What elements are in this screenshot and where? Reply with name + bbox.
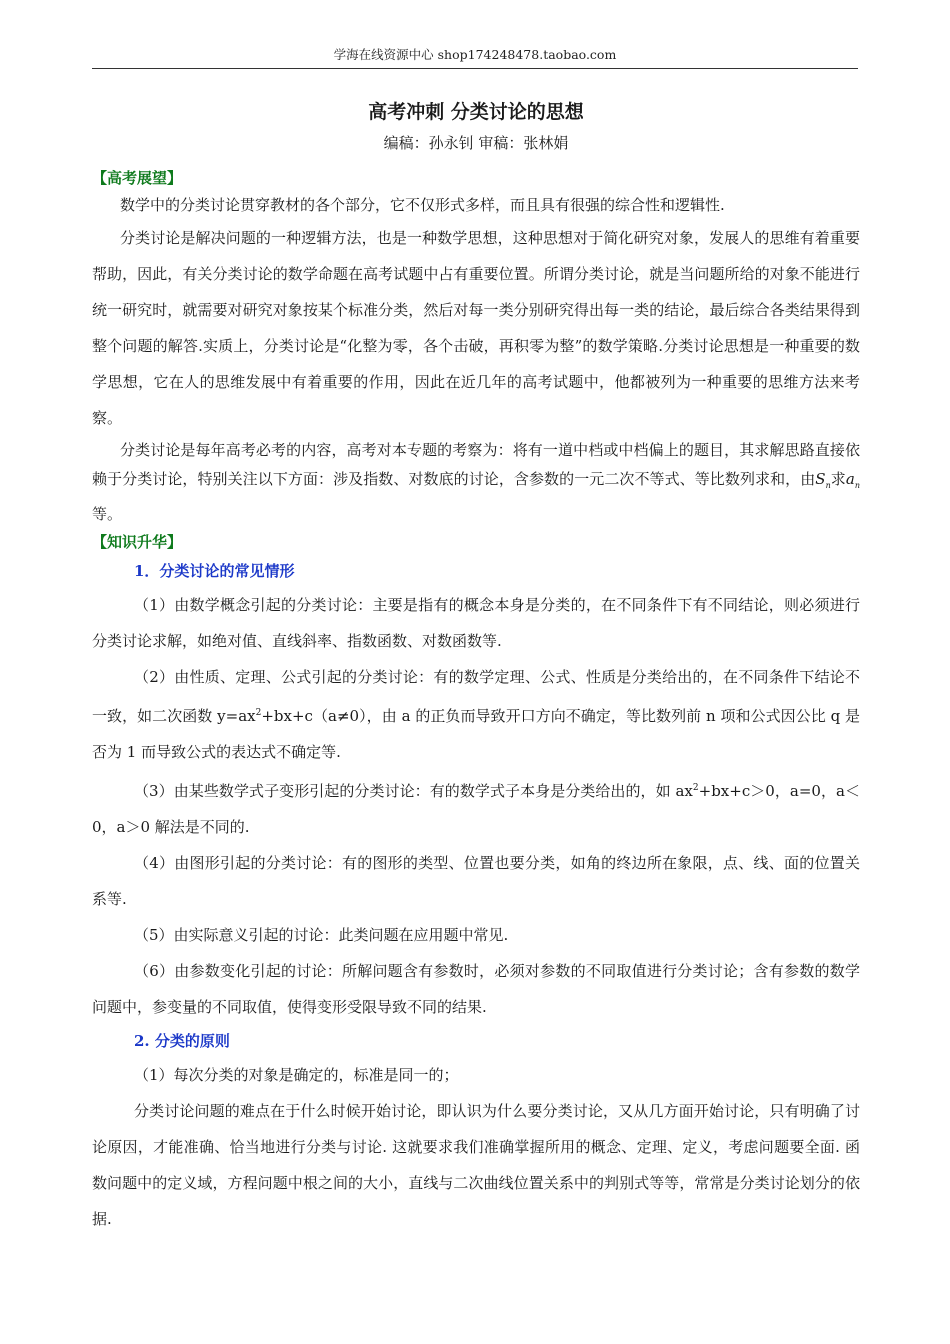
math-a-symbol: a (845, 470, 855, 488)
outlook-p3-end: 等。 (92, 505, 123, 523)
math-subscript-n: n (825, 481, 831, 490)
superscript-2: 2 (255, 708, 262, 718)
outlook-p3-text: 分类讨论是每年高考必考的内容，高考对本专题的考察为：将有一道中档或中档偏上的题目，其求解思路直接依赖于分类讨论，特别关注以下方面：涉及指数、对数底的讨论，含参数的一元二次不等式、等比数列求和，由 (92, 441, 860, 488)
page-header: 学海在线资源中心 shop174248478.taobao.com (333, 47, 617, 62)
case-item-2-text-a: （2）由性质、定理、公式引起的分类讨论：有的数学定理、公式、性质是分类给出的，在不同条件下结论不一致，如二次函数 y=ax (92, 668, 860, 725)
section-heading-knowledge: 【知识升华】 (92, 533, 183, 551)
math-s-symbol: S (815, 470, 826, 488)
document-body (92, 95, 860, 1237)
case-item-5: （5）由实际意义引起的讨论：此类问题在应用题中常见. (134, 926, 509, 944)
case-item-1: （1）由数学概念引起的分类讨论：主要是指有的概念本身是分类的，在不同条件下有不同结论，则必须进行分类讨论求解，如绝对值、直线斜率、指数函数、对数函数等. (92, 596, 860, 650)
outlook-paragraph-3 (92, 436, 860, 529)
subheading-common-cases: 1．分类讨论的常见情形 (134, 562, 295, 580)
superscript-2: 2 (692, 783, 699, 793)
section-heading-outlook: 【高考展望】 (92, 169, 183, 187)
doc-title: 高考冲刺 分类讨论的思想 (368, 101, 584, 123)
outlook-paragraph-2: 分类讨论是解决问题的一种逻辑方法，也是一种数学思想，这种思想对于简化研究对象，发展人的思维有着重要帮助，因此，有关分类讨论的数学命题在高考试题中占有重要位置。所谓分类讨论，就是当问题所给的对象不能进行统一研究时，就需要对研究对象按某个标准分类，然后对每一类分别研究得出每一类的结论，最后综合各类结果得到整个问题的解答.实质上，分类讨论是“化整为零，各个击破，再积零为整”的数学策略.分类讨论思想是一种重要的数学思想，它在人的思维发展中有着重要的作用，因此在近几年的高考试题中，他都被列为一种重要的思维方法来考察。 (92, 229, 860, 427)
case-item-2 (92, 659, 860, 770)
subheading-principles: 2. 分类的原则 (134, 1032, 230, 1050)
case-item-3-text-a: （3）由某些数学式子变形引起的分类讨论：有的数学式子本身是分类给出的，如 ax (134, 782, 693, 800)
case-item-3-text-b: +bx+c＞0，a=0，a＜0，a＞0 解法是不同的. (92, 782, 861, 836)
principle-paragraph: 分类讨论问题的难点在于什么时候开始讨论，即认识为什么要分类讨论，又从几方面开始讨论，只有明确了讨论原因，才能准确、恰当地进行分类与讨论. 这就要求我们准确掌握所用的概念、定理、定义，考虑问题要全面. 函数问题中的定义域，方程问题中根之间的大小，直线与二次曲线位置关系中的判别式等等，常常是分类讨论划分的依据. (92, 1102, 860, 1228)
principle-item-1: （1）每次分类的对象是确定的，标准是同一的； (134, 1066, 459, 1084)
doc-credits: 编稿：孙永钊 审稿：张林娟 (383, 134, 569, 152)
header-rule (92, 68, 858, 69)
math-subscript-n: n (854, 481, 860, 490)
outlook-p3-mid: 求 (830, 470, 846, 488)
case-item-2-text-b: +bx+c（a≠0），由 a 的正负而导致开口方向不确定，等比数列前 n 项和公式因公比 q 是否为 1 而导致公式的表达式不确定等. (92, 707, 860, 761)
outlook-paragraph-1: 数学中的分类讨论贯穿教材的各个部分，它不仅形式多样，而且具有很强的综合性和逻辑性. (120, 196, 725, 214)
case-item-4: （4）由图形引起的分类讨论：有的图形的类型、位置也要分类，如角的终边所在象限，点、线、面的位置关系等. (92, 854, 860, 908)
case-item-3 (92, 770, 860, 845)
case-item-6: （6）由参数变化引起的讨论：所解问题含有参数时，必须对参数的不同取值进行分类讨论；含有参数的数学问题中，参变量的不同取值，使得变形受限导致不同的结果. (92, 962, 860, 1016)
